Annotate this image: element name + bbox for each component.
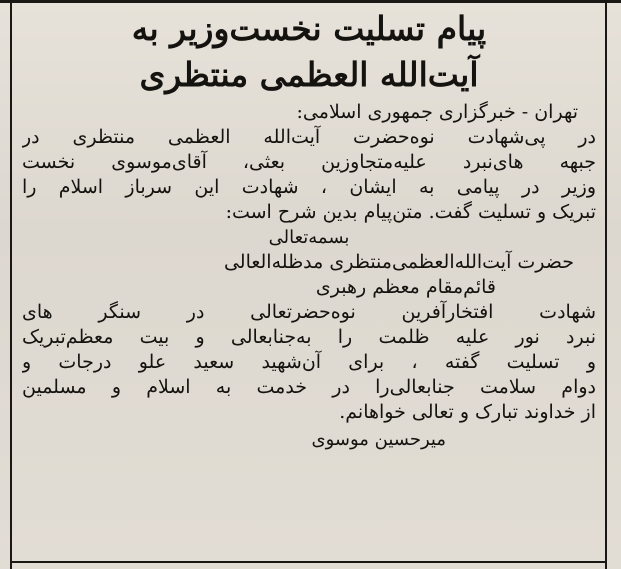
salutation: بسمه‌تعالی bbox=[268, 227, 350, 248]
intro-line: جبهه های‌نبرد علیه‌متجاوزین بعثی، آقای‌موسوی نخست‌ bbox=[22, 151, 596, 173]
bottom-border-rule bbox=[10, 561, 607, 563]
headline-line-2: آیت‌الله العظمی منتظری bbox=[139, 55, 479, 94]
dateline: تهران - خبرگزاری جمهوری اسلامی: bbox=[296, 101, 578, 123]
message-line: از خداوند تبارک و تعالی خواهانم. bbox=[339, 401, 596, 423]
message-line: نبرد نور علیه ظلمت را به‌جنابعالی و بیت معظم‌تبریک bbox=[22, 326, 596, 348]
message-line: دوام سلامت جنابعالی‌را در خدمت به اسلام و مسلمین bbox=[22, 376, 596, 398]
left-column-rule bbox=[10, 0, 12, 569]
addressee: حضرت آیت‌الله‌العظمی‌منتظری مدظله‌العالی bbox=[223, 251, 574, 273]
intro-line: وزیر در پیامی به ایشان ، شهادت این سرباز اسلام را bbox=[22, 176, 596, 198]
message-line: و تسلیت گفته ، برای آن‌شهید سعید علو درجات و bbox=[22, 351, 596, 373]
message-paragraph bbox=[22, 300, 596, 425]
intro-line: تبریک و تسلیت گفت. متن‌پیام بدین شرح است: bbox=[225, 201, 596, 223]
right-column-rule bbox=[605, 0, 607, 569]
signature: میرحسین موسوی bbox=[311, 429, 446, 450]
intro-paragraph bbox=[22, 125, 596, 225]
intro-line: در پی‌شهادت نوه‌حضرت آیت‌الله العظمی منتظری در bbox=[22, 126, 596, 148]
message-line: شهادت افتخارآفرین نوه‌حضرتعالی در سنگر های bbox=[22, 301, 596, 323]
headline bbox=[22, 6, 596, 98]
headline-line-1: پیام تسلیت نخست‌وزیر به bbox=[131, 9, 487, 48]
article bbox=[22, 6, 596, 560]
addressee-title: قائم‌مقام معظم رهبری bbox=[315, 276, 496, 298]
top-border-rule bbox=[0, 0, 621, 3]
